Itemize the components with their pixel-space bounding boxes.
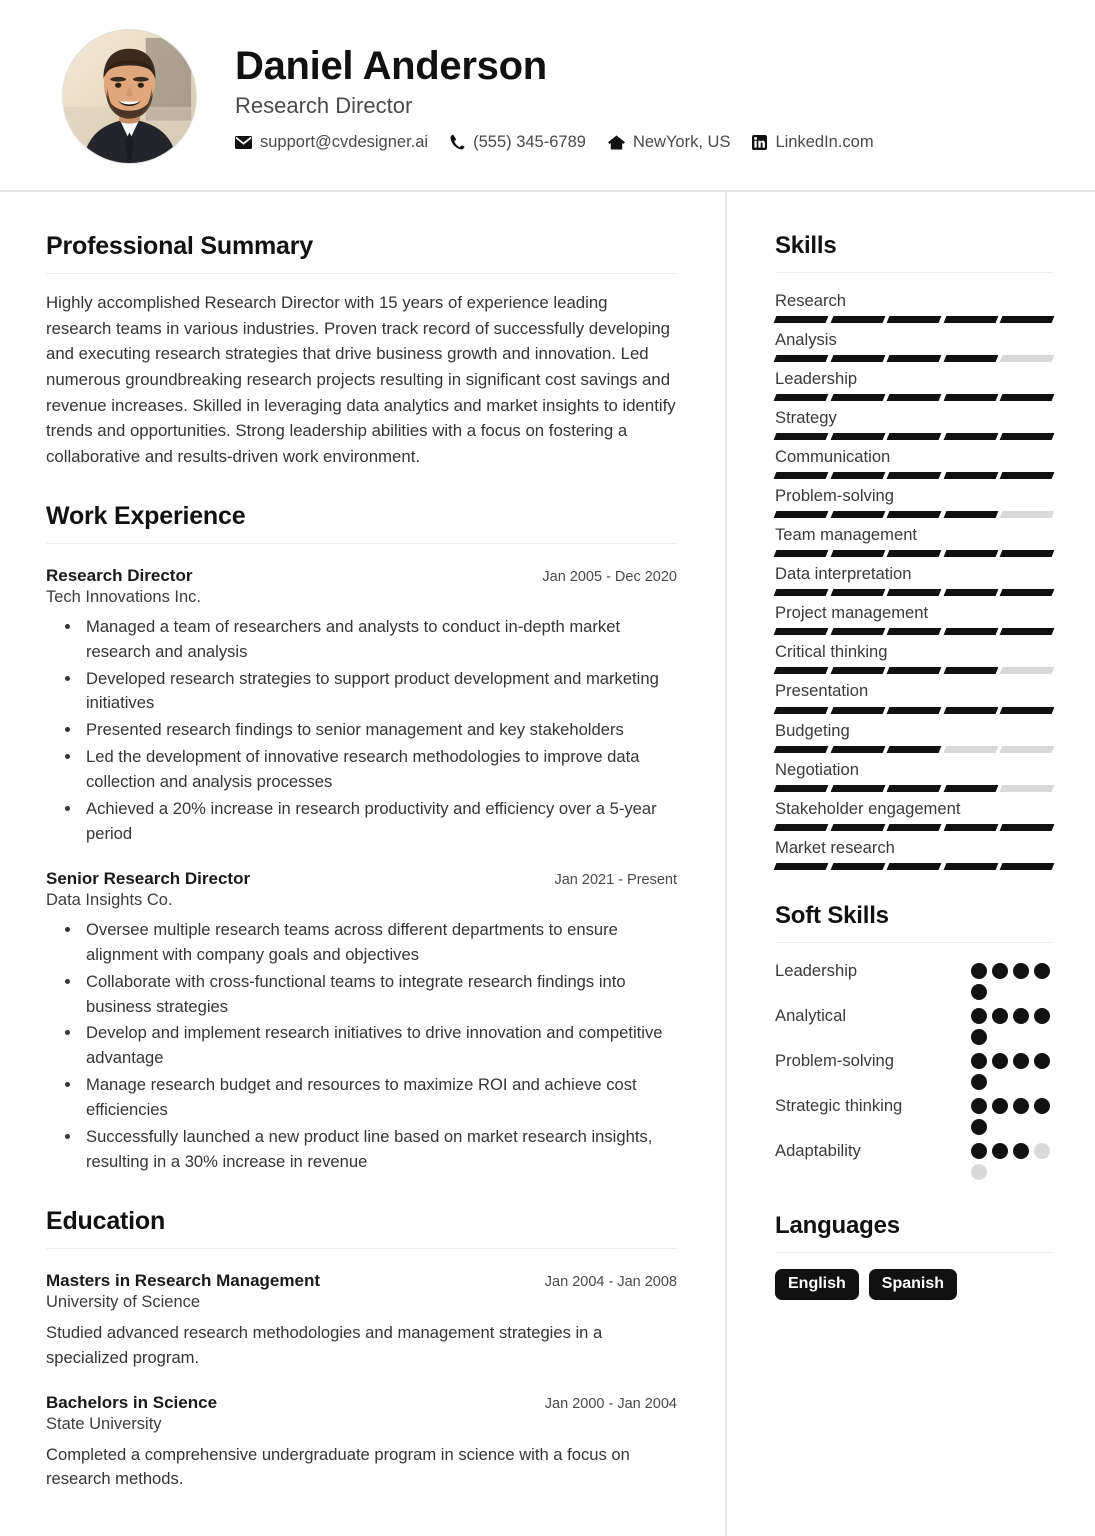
skill-segment	[774, 472, 828, 479]
skill-segment	[887, 511, 941, 518]
soft-skills-divider	[775, 942, 1053, 943]
skill-row	[775, 523, 1053, 557]
skill-row	[775, 289, 1053, 323]
skill-segment	[943, 511, 997, 518]
skill-segment	[1000, 707, 1054, 714]
rating-dot	[971, 1143, 987, 1159]
rating-dot	[971, 1053, 987, 1069]
skill-segment	[774, 746, 828, 753]
rating-dot	[971, 984, 987, 1000]
skill-segment	[830, 863, 884, 870]
skill-segment	[774, 628, 828, 635]
item-title: Research Director	[46, 565, 193, 585]
skill-segment	[774, 316, 828, 323]
avatar	[62, 29, 197, 164]
soft-skill-rating	[971, 1008, 1053, 1045]
experience-divider	[46, 543, 677, 544]
item-header	[46, 1271, 677, 1291]
skill-segment	[830, 472, 884, 479]
languages-divider	[775, 1252, 1053, 1253]
skill-segment	[830, 316, 884, 323]
skill-segment	[943, 824, 997, 831]
skill-label: Budgeting	[775, 720, 850, 740]
experience-heading: Work Experience	[46, 501, 246, 530]
rating-dot	[1034, 1053, 1050, 1069]
skill-segment	[774, 355, 828, 362]
soft-skill-rating	[971, 963, 1053, 1000]
sidebar-column	[727, 192, 1095, 1536]
skill-segment	[943, 433, 997, 440]
item-organization: University of Science	[46, 1292, 201, 1311]
rating-dot	[992, 963, 1008, 979]
skills-divider	[775, 272, 1053, 273]
rating-dot	[992, 1053, 1008, 1069]
skill-level-bar	[775, 707, 1053, 714]
skill-row	[775, 797, 1053, 831]
soft-skill-label: Adaptability	[775, 1140, 861, 1160]
skill-row	[775, 719, 1053, 753]
rating-dot	[1034, 1098, 1050, 1114]
bullet-item: • Achieved a 20% increase in research productivity and efficiency over a 5-year period	[82, 797, 677, 847]
skill-segment	[943, 394, 997, 401]
skill-segment	[1000, 628, 1054, 635]
skill-segment	[943, 316, 997, 323]
rating-dot	[971, 1029, 987, 1045]
skill-segment	[830, 707, 884, 714]
contact-list	[235, 133, 874, 152]
skill-segment	[830, 628, 884, 635]
skill-segment	[1000, 667, 1054, 674]
item-title: Bachelors in Science	[46, 1392, 218, 1412]
rating-dot	[992, 1008, 1008, 1024]
skill-segment	[943, 863, 997, 870]
skill-label: Market research	[775, 837, 895, 857]
bullet-item: • Developed research strategies to support product development and marketing initiatives	[82, 667, 677, 717]
rating-dot	[1013, 1098, 1029, 1114]
skill-segment	[774, 707, 828, 714]
linkedin-icon	[752, 135, 767, 150]
contact-email[interactable]	[235, 133, 428, 152]
skill-label: Project management	[775, 603, 929, 623]
resume-header	[0, 0, 1095, 192]
skill-row	[775, 562, 1053, 596]
skill-label: Critical thinking	[775, 642, 888, 662]
skill-segment	[1000, 746, 1054, 753]
soft-skill-label: Leadership	[775, 960, 858, 980]
item-bullet-list	[46, 615, 677, 847]
skill-row	[775, 367, 1053, 401]
skill-segment	[830, 824, 884, 831]
skill-segment	[830, 550, 884, 557]
skill-label: Strategy	[775, 408, 837, 428]
soft-skill-row	[775, 1139, 1053, 1180]
skill-segment	[830, 433, 884, 440]
skill-label: Team management	[775, 525, 918, 545]
skill-level-bar	[775, 433, 1053, 440]
skill-segment	[774, 667, 828, 674]
skill-row	[775, 406, 1053, 440]
language-chip: Spanish	[869, 1269, 957, 1300]
resume-body	[0, 192, 1095, 1536]
skill-row	[775, 679, 1053, 713]
skill-segment	[1000, 589, 1054, 596]
skill-label: Leadership	[775, 369, 858, 389]
rating-dot	[971, 1164, 987, 1180]
bullet-item: • Collaborate with cross-functional teams to integrate research findings into business strategies	[82, 970, 677, 1020]
skill-segment	[774, 550, 828, 557]
skills-list	[775, 289, 1053, 870]
soft-skill-row	[775, 1004, 1053, 1045]
bullet-item: • Managed a team of researchers and analysts to conduct in-depth market research and analysis	[82, 615, 677, 665]
item-date: Jan 2004 - Jan 2008	[544, 1273, 677, 1290]
languages-list	[775, 1269, 1053, 1300]
skill-segment	[887, 746, 941, 753]
item-date: Jan 2000 - Jan 2004	[544, 1395, 677, 1412]
item-title: Masters in Research Management	[46, 1270, 320, 1290]
item-date: Jan 2005 - Dec 2020	[542, 568, 677, 585]
skill-segment	[887, 316, 941, 323]
skill-segment	[943, 472, 997, 479]
education-item	[46, 1271, 677, 1371]
soft-skill-rating	[971, 1143, 1053, 1180]
rating-dot	[971, 1008, 987, 1024]
skill-row	[775, 836, 1053, 870]
skill-level-bar	[775, 628, 1053, 635]
contact-location-text: NewYork, US	[632, 132, 731, 151]
header-text	[235, 40, 874, 152]
skill-segment	[943, 550, 997, 557]
skill-segment	[943, 785, 997, 792]
skill-segment	[774, 433, 828, 440]
skill-row	[775, 445, 1053, 479]
skill-segment	[774, 824, 828, 831]
envelope-icon	[235, 136, 252, 149]
soft-skill-label: Strategic thinking	[775, 1095, 903, 1115]
soft-skill-rating	[971, 1053, 1053, 1090]
skill-segment	[887, 628, 941, 635]
skill-label: Presentation	[775, 681, 869, 701]
skill-segment	[887, 394, 941, 401]
item-description: Completed a comprehensive undergraduate program in science with a focus on research methods.	[46, 1444, 630, 1489]
rating-dot	[971, 1074, 987, 1090]
skill-segment	[1000, 511, 1054, 518]
skill-segment	[943, 589, 997, 596]
skill-segment	[887, 589, 941, 596]
skill-segment	[1000, 824, 1054, 831]
summary-heading: Professional Summary	[46, 232, 313, 260]
skill-row	[775, 640, 1053, 674]
skill-segment	[774, 589, 828, 596]
skills-heading: Skills	[775, 232, 837, 259]
skill-label: Communication	[775, 447, 891, 467]
skill-segment	[830, 785, 884, 792]
skill-segment	[887, 433, 941, 440]
skill-level-bar	[775, 824, 1053, 831]
contact-email-text: support@cvdesigner.ai	[260, 132, 429, 151]
rating-dot	[971, 1098, 987, 1114]
home-icon	[608, 135, 625, 150]
rating-dot	[1034, 963, 1050, 979]
skill-segment	[830, 355, 884, 362]
skill-segment	[887, 863, 941, 870]
item-date: Jan 2021 - Present	[554, 871, 677, 888]
skill-label: Negotiation	[775, 759, 859, 779]
skill-segment	[774, 394, 828, 401]
skill-segment	[887, 785, 941, 792]
skill-label: Research	[775, 291, 847, 310]
rating-dot	[992, 1098, 1008, 1114]
skill-level-bar	[775, 746, 1053, 753]
skill-segment	[1000, 550, 1054, 557]
skill-segment	[774, 785, 828, 792]
item-bullet-list	[46, 918, 677, 1175]
education-divider	[46, 1248, 677, 1249]
item-header	[46, 869, 677, 889]
bullet-item: • Successfully launched a new product line based on market research insights, resulting in a 30% increase in revenue	[82, 1125, 677, 1175]
skill-label: Problem-solving	[775, 486, 894, 506]
skill-segment	[1000, 785, 1054, 792]
education-heading: Education	[46, 1206, 166, 1235]
skill-segment	[887, 550, 941, 557]
item-description: Studied advanced research methodologies and management strategies in a specialized program.	[46, 1322, 603, 1367]
bullet-item: • Manage research budget and resources to maximize ROI and achieve cost efficiencies	[82, 1073, 677, 1123]
skill-segment	[1000, 433, 1054, 440]
soft-skills-list	[775, 959, 1053, 1180]
soft-skill-row	[775, 1094, 1053, 1135]
skill-row	[775, 328, 1053, 362]
skill-segment	[774, 863, 828, 870]
contact-phone[interactable]	[450, 133, 586, 152]
skill-segment	[1000, 863, 1054, 870]
language-chip: English	[775, 1269, 859, 1300]
skill-label: Stakeholder engagement	[775, 798, 961, 818]
contact-linkedin-text: LinkedIn.com	[775, 132, 874, 151]
rating-dot	[1013, 1053, 1029, 1069]
experience-item	[46, 869, 677, 1175]
skill-level-bar	[775, 785, 1053, 792]
skill-label: Data interpretation	[775, 564, 912, 584]
bullet-item: • Led the development of innovative research methodologies to improve data collection and analysis processes	[82, 745, 677, 795]
skill-segment	[774, 511, 828, 518]
skill-segment	[1000, 355, 1054, 362]
contact-linkedin[interactable]	[752, 133, 873, 152]
rating-dot	[971, 1119, 987, 1135]
skill-segment	[943, 707, 997, 714]
skill-row	[775, 484, 1053, 518]
skill-segment	[943, 746, 997, 753]
item-header	[46, 1393, 677, 1413]
education-item	[46, 1393, 677, 1493]
experience-item	[46, 566, 677, 847]
skill-segment	[943, 628, 997, 635]
main-column	[0, 192, 727, 1536]
skill-segment	[943, 667, 997, 674]
bullet-item: • Develop and implement research initiatives to drive innovation and competitive advantage	[82, 1021, 677, 1071]
bullet-item: • Presented research findings to senior management and key stakeholders	[82, 718, 677, 743]
item-organization: Data Insights Co.	[46, 890, 173, 909]
soft-skill-label: Analytical	[775, 1005, 847, 1025]
soft-skill-label: Problem-solving	[775, 1050, 894, 1070]
skill-segment	[830, 589, 884, 596]
contact-phone-text: (555) 345-6789	[473, 132, 586, 151]
rating-dot	[1034, 1143, 1050, 1159]
rating-dot	[971, 963, 987, 979]
skill-segment	[887, 355, 941, 362]
skill-segment	[887, 824, 941, 831]
item-organization: Tech Innovations Inc.	[46, 587, 202, 606]
soft-skill-row	[775, 1049, 1053, 1090]
rating-dot	[1013, 1143, 1029, 1159]
summary-text: Highly accomplished Research Director with 15 years of experience leading research teams in various industries. Proven track record of successfully developing and executing research strategies that drive business growth and innovation. Led numerous groundbreaking research projects resulting in significant cost savings and revenue increases. Skilled in leveraging data analytics and market insights to identify trends and opportunities. Strong leadership abilities with a focus on fostering a collaborative and results-driven work environment.	[46, 293, 676, 467]
soft-skills-heading: Soft Skills	[775, 901, 889, 929]
skill-level-bar	[775, 394, 1053, 401]
rating-dot	[1034, 1008, 1050, 1024]
skill-segment	[887, 707, 941, 714]
item-title: Senior Research Director	[46, 868, 251, 888]
experience-list	[46, 566, 677, 1175]
skill-segment	[1000, 472, 1054, 479]
skill-label: Analysis	[775, 330, 837, 350]
phone-icon	[450, 134, 465, 150]
skill-row	[775, 601, 1053, 635]
bullet-item: • Oversee multiple research teams across different departments to ensure alignment with company goals and objectives	[82, 918, 677, 968]
skill-level-bar	[775, 472, 1053, 479]
skill-segment	[943, 355, 997, 362]
skill-row	[775, 758, 1053, 792]
skill-segment	[887, 472, 941, 479]
skill-level-bar	[775, 355, 1053, 362]
candidate-name: Daniel Anderson	[235, 44, 547, 89]
skill-segment	[1000, 394, 1054, 401]
rating-dot	[992, 1143, 1008, 1159]
candidate-role: Research Director	[235, 92, 413, 118]
skill-segment	[830, 511, 884, 518]
contact-location[interactable]	[608, 133, 731, 152]
soft-skill-row	[775, 959, 1053, 1000]
skill-segment	[830, 746, 884, 753]
skill-level-bar	[775, 550, 1053, 557]
education-list	[46, 1271, 677, 1493]
skill-level-bar	[775, 316, 1053, 323]
skill-level-bar	[775, 589, 1053, 596]
rating-dot	[1013, 1008, 1029, 1024]
item-header	[46, 566, 677, 586]
summary-divider	[46, 273, 677, 274]
languages-heading: Languages	[775, 1211, 900, 1239]
rating-dot	[1013, 963, 1029, 979]
skill-segment	[830, 667, 884, 674]
soft-skill-rating	[971, 1098, 1053, 1135]
item-organization: State University	[46, 1414, 162, 1433]
skill-segment	[1000, 316, 1054, 323]
skill-level-bar	[775, 511, 1053, 518]
skill-level-bar	[775, 667, 1053, 674]
skill-segment	[830, 394, 884, 401]
skill-segment	[887, 667, 941, 674]
skill-level-bar	[775, 863, 1053, 870]
